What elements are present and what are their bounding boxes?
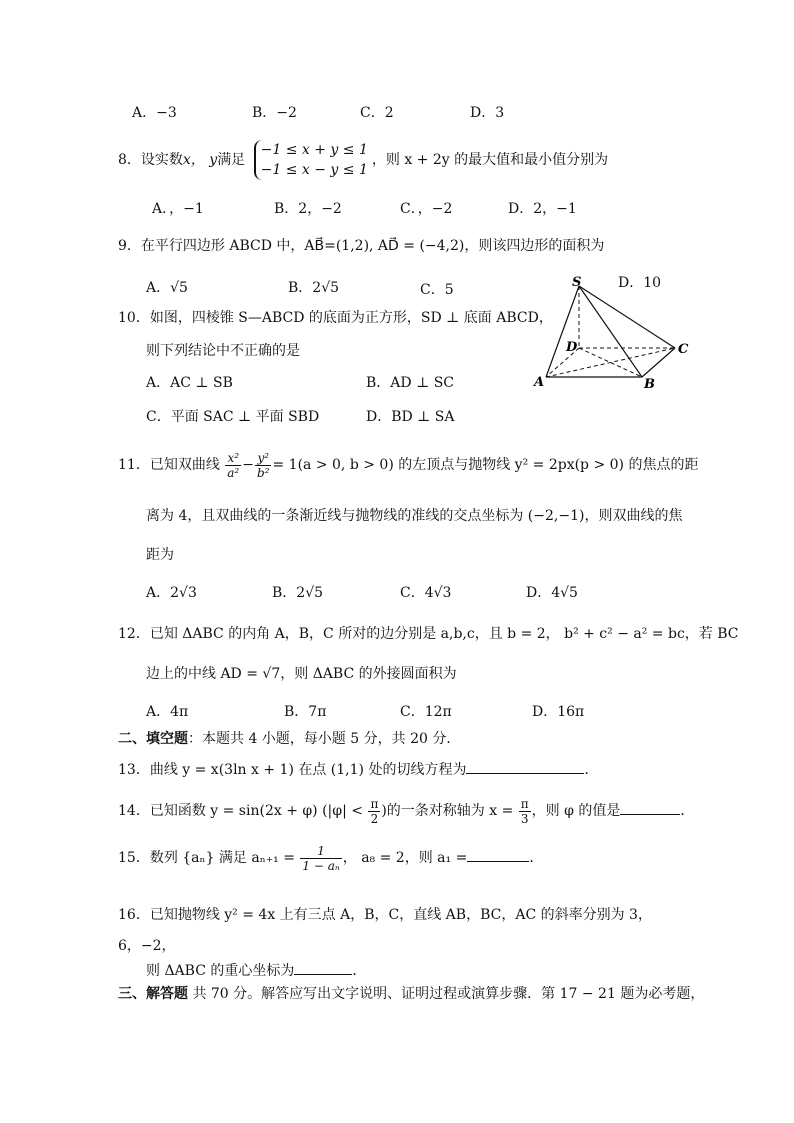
q11-fraction-x bbox=[225, 451, 241, 480]
q10-stem-line2: 则下列结论中不正确的是 bbox=[146, 343, 300, 359]
label-b: B bbox=[644, 377, 655, 392]
q12-stem-line1: 12．已知 ΔABC 的内角 A，B，C 所对的边分别是 a,b,c，且 b = 2， b² + c² − a² = bc，若 BC bbox=[118, 626, 739, 642]
q14-f1-den: 2 bbox=[370, 811, 379, 826]
q11-option-c: C．4√3 bbox=[400, 585, 452, 601]
q12-option-b: B．7π bbox=[284, 704, 327, 720]
q8-vars: x， y bbox=[182, 152, 218, 168]
q15-end: ． bbox=[529, 850, 544, 866]
q16-stem-line3 bbox=[146, 960, 366, 981]
q14-answer-blank[interactable] bbox=[620, 800, 680, 815]
q8-inequality-1: −1 ≤ x + y ≤ 1 bbox=[260, 142, 368, 158]
q11-minus: − bbox=[242, 457, 254, 473]
section2-text: ：本题共 4 小题，每小题 5 分，共 20 分． bbox=[188, 731, 461, 747]
q12-stem-line2: 边上的中线 AD = √7，则 ΔABC 的外接圆面积为 bbox=[146, 666, 457, 682]
q11-option-b: B．2√5 bbox=[272, 585, 324, 601]
q15-f-num: 1 bbox=[300, 844, 341, 859]
q11-stem-line3: 距为 bbox=[146, 547, 174, 563]
q9-option-d: D．10 bbox=[618, 275, 662, 291]
q14-f2-den: 3 bbox=[520, 811, 529, 826]
edge-sb bbox=[579, 286, 642, 377]
q14-end: ． bbox=[680, 803, 695, 819]
q8-option-a: A．，−1 bbox=[152, 201, 204, 217]
q13-end: ． bbox=[584, 762, 599, 778]
edge-sc bbox=[579, 286, 675, 348]
q7-option-b: B．−2 bbox=[252, 105, 297, 121]
q16-answer-blank[interactable] bbox=[294, 960, 352, 975]
section2-label: 二、填空题 bbox=[118, 731, 188, 747]
q12-option-c: C．12π bbox=[400, 704, 452, 720]
section3-text: 共 70 分。解答应写出文字说明、证明过程或演算步骤．第 17 − 21 题为必考题， bbox=[188, 986, 705, 1002]
q8-suffix: ，则 x + 2y 的最大值和最小值分别为 bbox=[371, 152, 609, 168]
q16-end: ． bbox=[352, 963, 367, 979]
label-c: C bbox=[678, 342, 689, 357]
q8-option-d: D．2，−1 bbox=[508, 201, 577, 217]
q7-option-d: D．3 bbox=[470, 105, 505, 121]
q16-stem-line1: 16．已知抛物线 y² = 4x 上有三点 A，B，C，直线 AB，BC，AC 的斜率分别为 3， bbox=[118, 907, 652, 923]
q11-option-a: A．2√3 bbox=[146, 585, 197, 601]
edge-sa bbox=[546, 286, 579, 377]
q11-option-d: D．4√5 bbox=[526, 585, 578, 601]
q13-answer-blank[interactable] bbox=[466, 759, 584, 774]
q14-f1-num: π bbox=[370, 796, 379, 811]
q11-rest: = 1(a > 0, b > 0) 的左顶点与抛物线 y² = 2px(p > 0) 的焦点的距 bbox=[272, 457, 699, 473]
label-d: D bbox=[566, 340, 578, 355]
q16-stem-line2: 6，−2， bbox=[118, 938, 176, 954]
q9-option-c: C．5 bbox=[420, 282, 454, 298]
q11-intro: 11．已知双曲线 bbox=[118, 457, 220, 473]
q11-frac1-num: x² bbox=[225, 451, 241, 466]
q15-stem bbox=[118, 840, 543, 876]
q10-option-c: C．平面 SAC ⊥ 平面 SBD bbox=[146, 409, 320, 425]
q14-part-a: 14．已知函数 y = sin(2x + φ) (|φ| < bbox=[118, 803, 363, 819]
section3-label: 三、解答题 bbox=[118, 986, 188, 1002]
q14-fraction-2 bbox=[519, 797, 531, 826]
q8-stem bbox=[118, 138, 608, 182]
q14-part-b: )的一条对称轴为 x = bbox=[381, 803, 514, 819]
q12-option-a: A．4π bbox=[146, 704, 189, 720]
q15-f-den: 1 − aₙ bbox=[302, 858, 340, 873]
q9-option-a: A．√5 bbox=[146, 280, 188, 296]
q13-stem bbox=[118, 759, 598, 780]
q11-frac2-den: b² bbox=[256, 465, 270, 480]
label-s: S bbox=[572, 275, 582, 290]
q9-stem: 9．在平行四边形 ABCD 中，AB⃗=(1,2), AD⃗ = (−4,2)，则该四边形的面积为 bbox=[118, 238, 605, 254]
q16-text: 则 ΔABC 的重心坐标为 bbox=[146, 963, 295, 979]
q14-f2-num: π bbox=[520, 796, 529, 811]
q14-part-c: ，则 φ 的值是 bbox=[531, 803, 621, 819]
q10-option-d: D．BD ⊥ SA bbox=[366, 409, 455, 425]
q15-part-a: 15．数列 {aₙ} 满足 aₙ₊₁ = bbox=[118, 850, 295, 866]
q8-inequality-system bbox=[254, 140, 368, 180]
pyramid-figure bbox=[528, 272, 698, 397]
section2-heading bbox=[118, 729, 460, 749]
q11-stem-line2: 离为 4，且双曲线的一条渐近线与抛物线的准线的交点坐标为 (−2,−1)，则双曲线的焦 bbox=[146, 508, 683, 524]
q8-option-c: C．，−2 bbox=[400, 201, 453, 217]
section3-heading bbox=[118, 984, 704, 1004]
q8-option-b: B．2，−2 bbox=[274, 201, 342, 217]
label-a: A bbox=[534, 375, 545, 390]
q13-text: 13．曲线 y = x(3ln x + 1) 在点 (1,1) 处的切线方程为 bbox=[118, 762, 467, 778]
q8-mid: 满足 bbox=[217, 152, 246, 168]
q9-option-b: B．2√5 bbox=[288, 280, 340, 296]
q11-frac1-den: a² bbox=[227, 465, 240, 480]
q7-option-a: A．−3 bbox=[132, 105, 177, 121]
q8-inequality-2: −1 ≤ x − y ≤ 1 bbox=[260, 162, 368, 178]
q11-fraction-y bbox=[255, 451, 272, 480]
edge-bc bbox=[642, 348, 675, 377]
q11-frac2-num: y² bbox=[255, 451, 272, 466]
q8-prefix: 8．设实数 bbox=[118, 152, 183, 168]
q10-option-a: A．AC ⊥ SB bbox=[146, 375, 233, 391]
q12-option-d: D．16π bbox=[532, 704, 585, 720]
q10-option-b: B．AD ⊥ SC bbox=[366, 375, 454, 391]
q7-option-c: C．2 bbox=[360, 105, 394, 121]
q15-fraction bbox=[300, 844, 341, 873]
q15-part-b: ， a₈ = 2，则 a₁ = bbox=[342, 850, 468, 866]
q15-answer-blank[interactable] bbox=[467, 847, 529, 862]
q14-fraction-1 bbox=[368, 797, 380, 826]
q14-stem bbox=[118, 793, 694, 829]
q11-stem-line1 bbox=[118, 447, 698, 483]
q10-stem-line1: 10．如图，四棱锥 S—ABCD 的底面为正方形，SD ⊥ 底面 ABCD， bbox=[118, 310, 553, 326]
